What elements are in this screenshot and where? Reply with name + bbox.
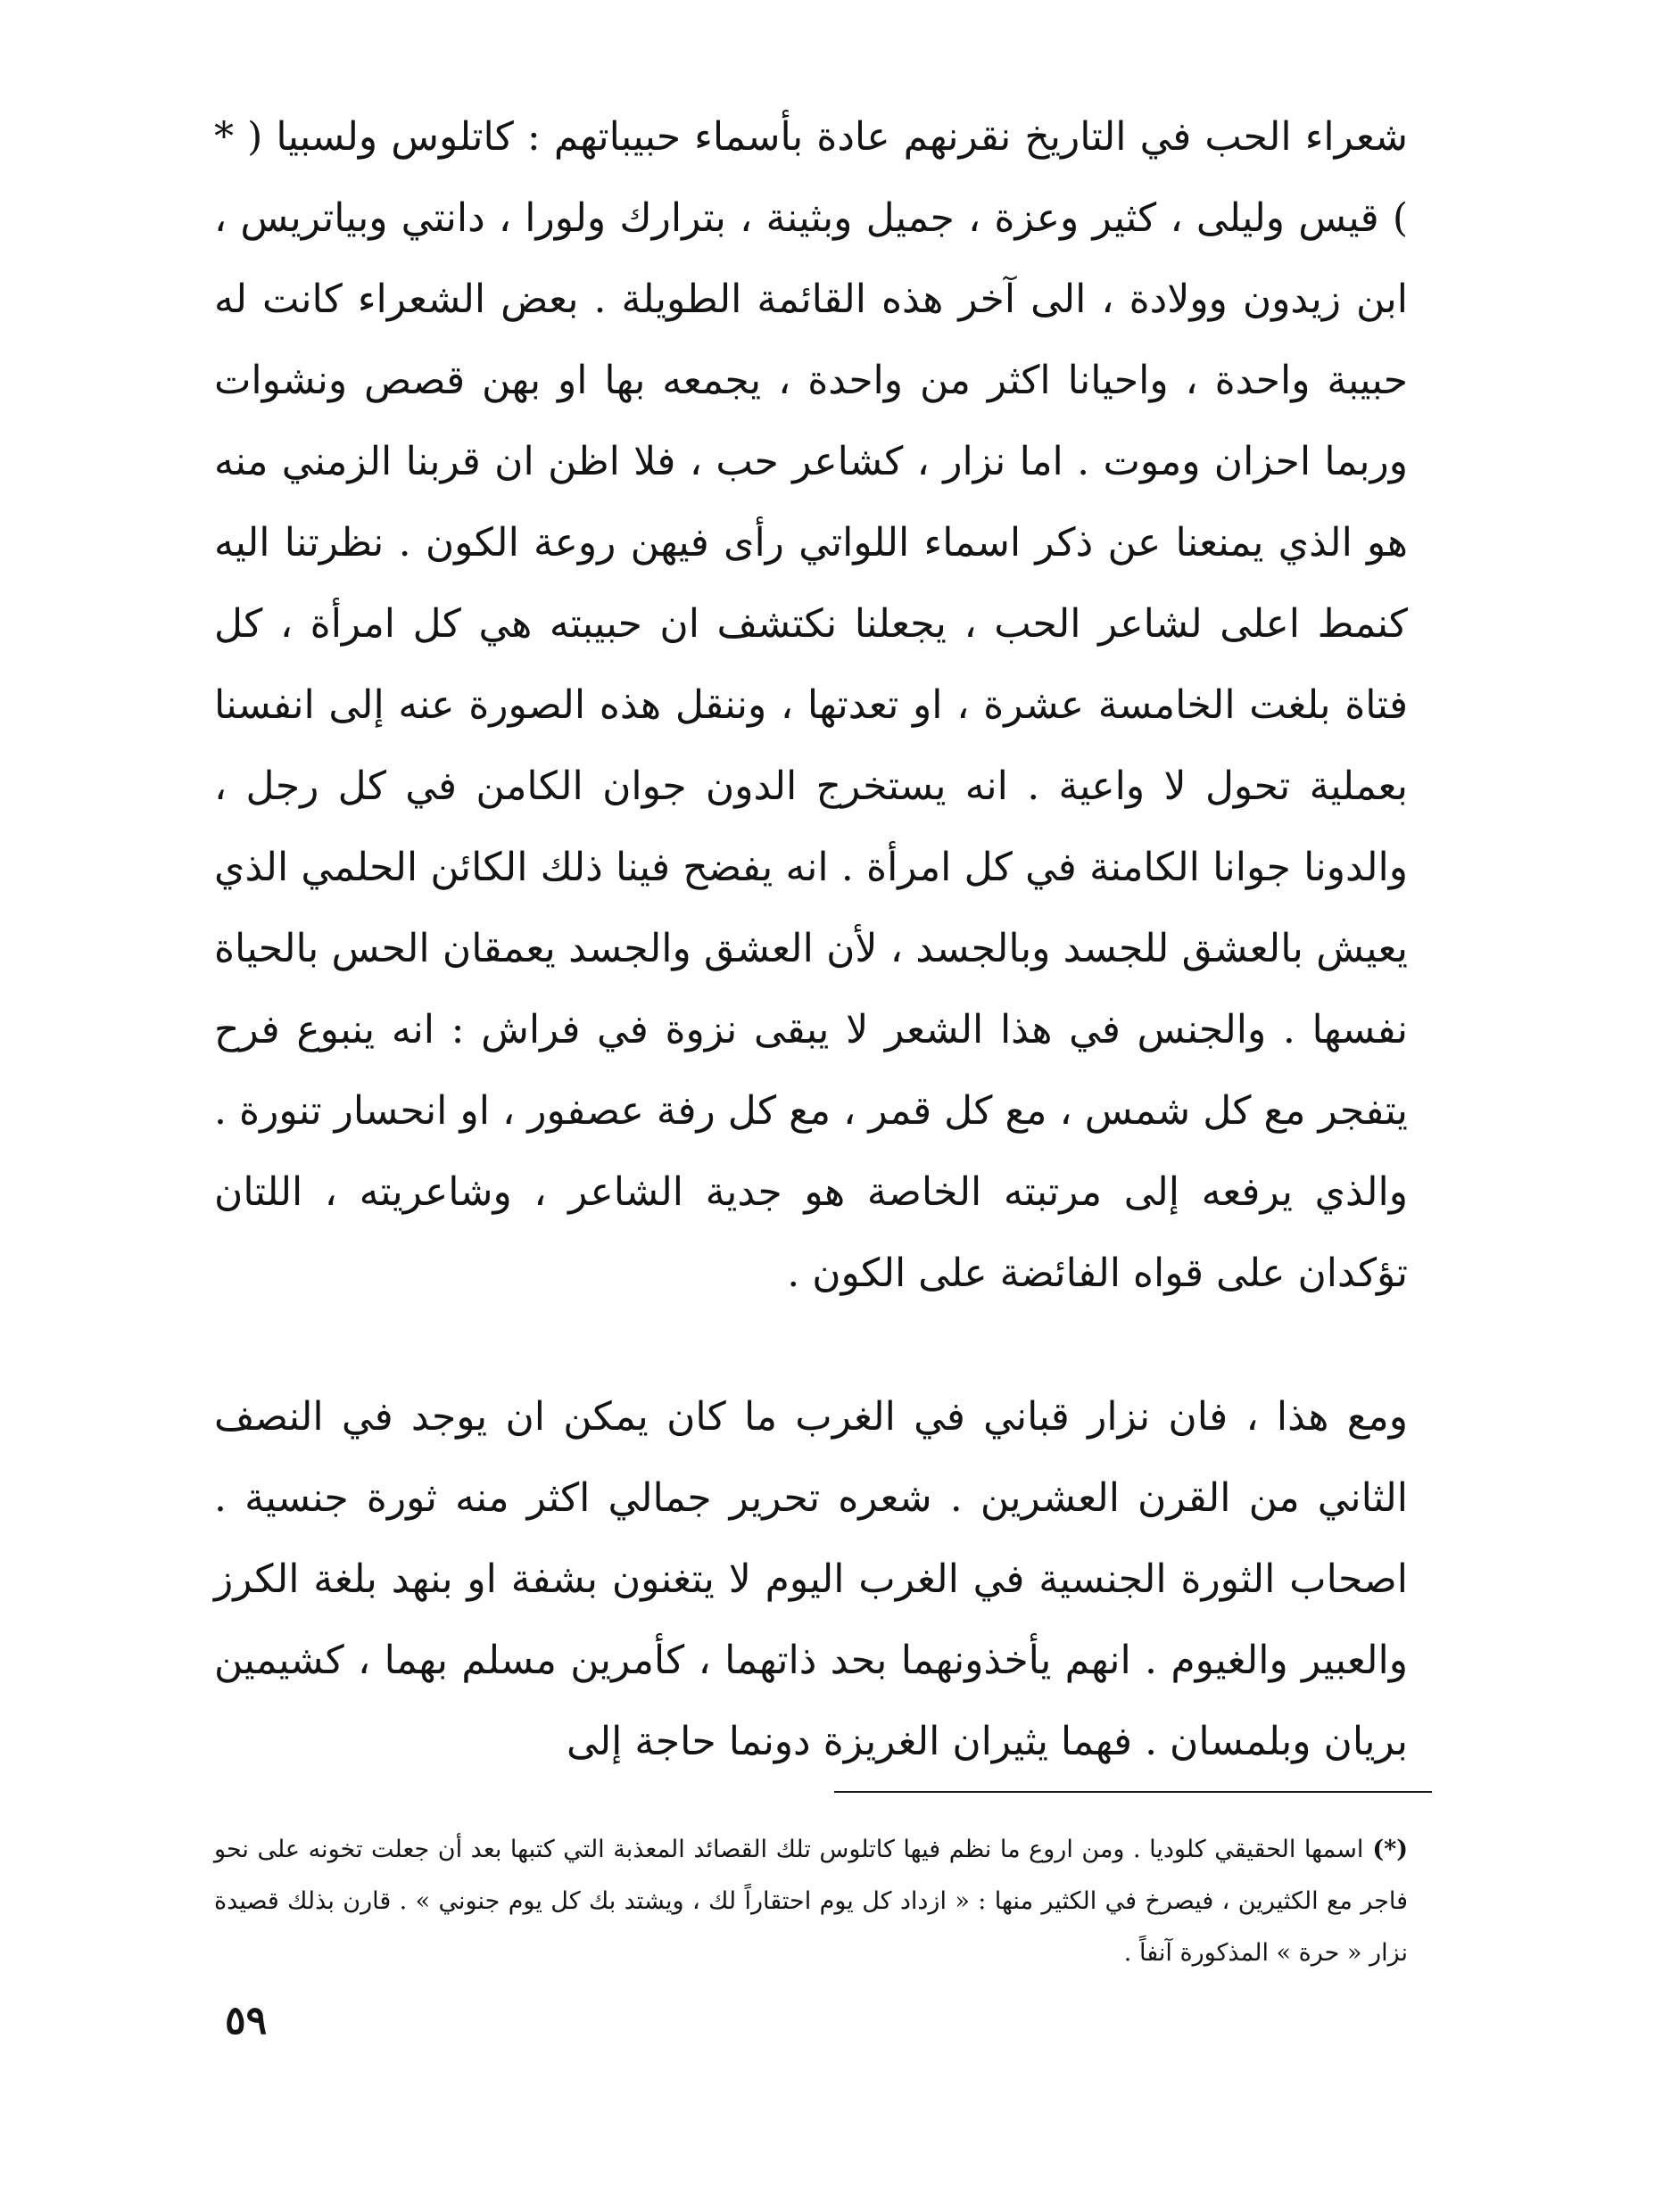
footnote-divider	[834, 1791, 1432, 1793]
paragraph-text: شعراء الحب في التاريخ نقرنهم عادة بأسماء حبيباتهم : كاتلوس ولسبيا ( * ) قيس وليلى ، كثير وعزة ، جميل وبثينة ، بترارك ولورا ، دانتي وبياتريس ، ابن زيدون وولادة ، الى آخر هذه القائمة الطويلة . بعض الشعراء كانت له حبيبة واحدة ، واحيانا اكثر من واحدة ، يجمعه بها او بهن قصص ونشوات وربما احزان وموت . اما نزار ، كشاعر حب ، فلا اظن ان قربنا الزمني منه هو الذي يمنعنا عن ذكر اسماء اللواتي رأى فيهن روعة الكون . نظرتنا اليه كنمط اعلى لشاعر الحب ، يجعلنا نكتشف ان حبيبته هي كل امرأة ، كل فتاة بلغت الخامسة عشرة ، او تعدتها ، وننقل هذه الصورة عنه إلى انفسنا بعملية تحول لا واعية . انه يستخرج الدون جوان الكامن في كل رجل ، والدونا جوانا الكامنة في كل امرأة . انه يفضح فينا ذلك الكائن الحلمي الذي يعيش بالعشق للجسد وبالجسد ، لأن العشق والجسد يعمقان الحس بالحياة نفسها . والجنس في هذا الشعر لا يبقى نزوة في فراش : انه ينبوع فرح يتفجر مع كل شمس ، مع كل قمر ، مع كل رفة عصفور ، او انحسار تنورة . والذي يرفعه إلى مرتبته الخاصة هو جدية الشاعر ، وشاعريته ، اللتان تؤكدان على قواه الفائضة على الكون .	[214, 114, 1408, 1296]
footnote	[214, 1824, 1408, 1979]
page-number: ٥٩	[225, 1998, 268, 2043]
body-paragraph-1	[214, 96, 1408, 1314]
body-paragraph-2	[214, 1376, 1408, 1782]
footnote-body: اسمها الحقيقي كلوديا . ومن اروع ما نظم فيها كاتلوس تلك القصائد المعذبة التي كتبها بعد أن جعلت تخونه على نحو فاجر مع الكثيرين ، فيصرخ في الكثير منها : « ازداد كل يوم احتقاراً لك ، ويشتد بك كل يوم جنوني » . قارن بذلك قصيدة نزار « حرة » المذكورة آنفاً .	[214, 1836, 1408, 1967]
paragraph-text: ومع هذا ، فان نزار قباني في الغرب ما كان يمكن ان يوجد في النصف الثاني من القرن العشرين . شعره تحرير جمالي اكثر منه ثورة جنسية . اصحاب الثورة الجنسية في الغرب اليوم لا يتغنون بشفة او بنهد بلغة الكرز والعبير والغيوم . انهم يأخذونهما بحد ذاتهما ، كأمرين مسلم بهما ، كشيمين بريان وبلمسان . فهما يثيران الغريزة دونما حاجة إلى	[214, 1394, 1408, 1764]
footnote-text	[214, 1824, 1408, 1979]
footnote-marker: (*)	[1372, 1836, 1408, 1863]
